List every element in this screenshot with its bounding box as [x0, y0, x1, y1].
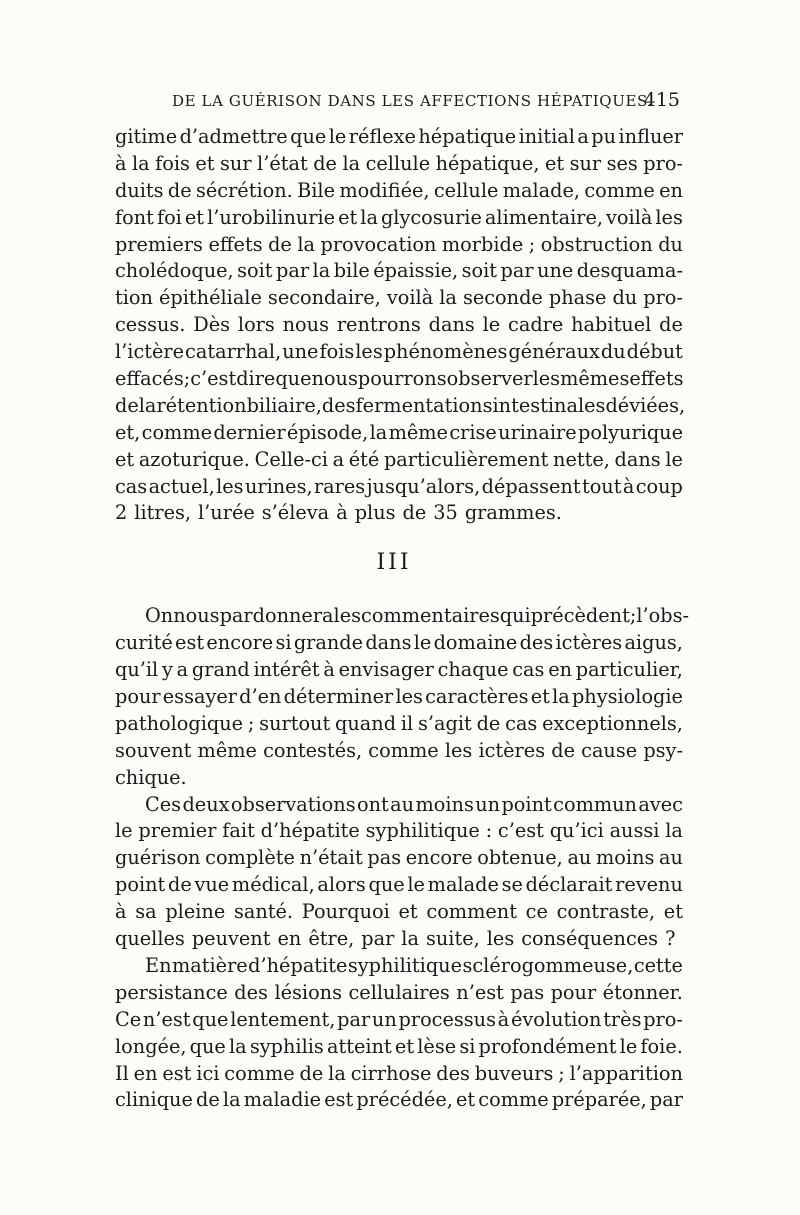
text-line: et azoturique. Celle-ci a été particulièrement nette, dans le — [115, 447, 683, 471]
text-line: On nous pardonnera les commentaires qui précèdent ; l’obs- — [145, 604, 689, 628]
text-line: point de vue médical, alors que le malade se déclarait revenu — [115, 873, 683, 897]
paragraph-2 — [115, 603, 689, 791]
text-line: qu’il y a grand intérêt à envisager chaque cas en particulier, — [115, 658, 683, 682]
paragraph-4 — [115, 953, 683, 1114]
running-title: DE LA GUÉRISON DANS LES AFFECTIONS HÉPATIQUES. — [172, 92, 653, 110]
section-heading: III — [376, 549, 412, 575]
text-line: l’ictère catarrhal, une fois les phénomènes généraux du début — [115, 340, 683, 364]
text-line: cholédoque, soit par la bile épaissie, soit par une desquama- — [115, 259, 683, 283]
text-line: Il en est ici comme de la cirrhose des buveurs ; l’apparition — [115, 1061, 683, 1085]
text-line: à la fois et sur l’état de la cellule hépatique, et sur ses pro- — [115, 151, 683, 175]
text-line: le premier fait d’hépatite syphilitique : c’est qu’ici aussi la — [115, 819, 683, 843]
text-line: gitime d’admettre que le réflexe hépatique initial a pu influer — [115, 125, 683, 148]
text-line: guérison complète n’était pas encore obtenue, au moins au — [115, 846, 683, 870]
text-line: 2 litres, l’urée s’éleva à plus de 35 grammes. — [115, 501, 562, 525]
text-line: de la rétention biliaire, des fermentations intestinales déviées, — [115, 393, 686, 417]
text-line: En matière d’hépatite syphilitique sclérogommeuse, cette — [145, 953, 683, 977]
text-line: duits de sécrétion. Bile modifiée, cellule malade, comme en — [115, 178, 683, 202]
text-line: Ce n’est que lentement, par un processus à évolution très pro- — [115, 1007, 683, 1031]
paragraph-1 — [115, 124, 686, 527]
text-line: souvent même contestés, comme les ictères de cause psy- — [115, 738, 683, 762]
text-line: font foi et l’urobilinurie et la glycosurie alimentaire, voilà les — [115, 205, 683, 229]
text-line: et, comme dernier épisode, la même crise urinaire polyurique — [115, 420, 683, 444]
text-line: tion épithéliale secondaire, voilà la seconde phase du pro- — [115, 286, 683, 310]
text-line: longée, que la syphilis atteint et lèse si profondément le foie. — [115, 1034, 683, 1058]
body-text — [115, 124, 689, 1114]
text-line: pathologique ; surtout quand il s’agit de cas exceptionnels, — [115, 711, 683, 735]
text-line: quelles peuvent en être, par la suite, les conséquences ? — [115, 927, 676, 951]
text-line: clinique de la maladie est précédée, et comme préparée, par — [115, 1088, 683, 1112]
text-line: chique. — [115, 765, 187, 789]
text-line: cessus. Dès lors nous rentrons dans le cadre habituel de — [115, 313, 683, 337]
text-line: pour essayer d’en déterminer les caractères et la physiologie — [115, 685, 683, 709]
text-line: cas actuel, les urines, rares jusqu’alors, dépassent tout à coup — [115, 474, 683, 498]
text-line: premiers effets de la provocation morbide ; obstruction du — [115, 232, 683, 256]
text-line: persistance des lésions cellulaires n’est pas pour étonner. — [115, 980, 683, 1004]
text-line: curité est encore si grande dans le domaine des ictères aigus, — [115, 631, 683, 655]
page-number: 415 — [643, 89, 680, 111]
paragraph-3 — [115, 792, 683, 953]
text-line: à sa pleine santé. Pourquoi et comment ce contraste, et — [115, 900, 683, 924]
text-line: effacés ; c’est dire que nous pourrons observer les mêmes effets — [115, 367, 684, 391]
text-line: Ces deux observations ont au moins un point commun avec — [145, 792, 683, 816]
